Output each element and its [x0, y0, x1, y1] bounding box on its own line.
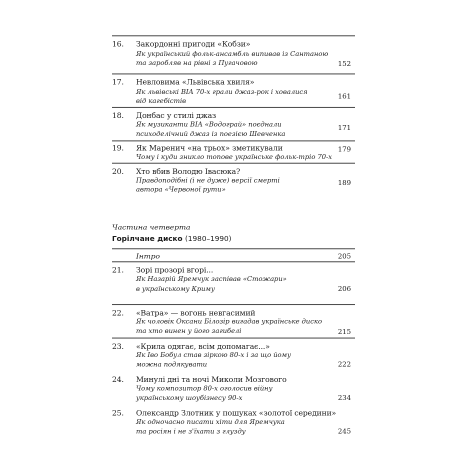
entry-subtitle-line: в українському Криму — [136, 285, 215, 293]
intro-label: Інтро — [136, 252, 160, 261]
entry-subtitle-line: Як Іво Бобул став зіркою 80-х і за що йому — [136, 351, 291, 359]
entry-number: 16. — [112, 39, 124, 49]
entry-page-number: 245 — [337, 427, 351, 436]
entry-subtitle-line: Як Назарій Яремчук заспівав «Стожари» — [136, 275, 287, 283]
separator — [112, 248, 355, 249]
entry-subtitle-line: Як український фольк-ансамбль випивав із Сантаною — [136, 50, 329, 58]
entry-subtitle-line: українському шоубізнесу 90-х — [136, 394, 243, 402]
entry-number: 20. — [112, 167, 124, 176]
entry-subtitle-line: та хто винен у його загибелі — [136, 327, 242, 335]
entry-title: Невловима «Львівська хвиля» — [136, 78, 255, 87]
entry-subtitle-line: Як музиканти ВІА «Водограй» поєднали — [136, 120, 282, 129]
entry-subtitle-line: автора «Червоної рути» — [136, 186, 226, 194]
entry-title: Донбас у стилі джаз — [136, 111, 217, 120]
part-years: (1980–1990) — [185, 234, 232, 243]
entry-subtitle-line: Як чоловік Оксани Білозір вигадав українське диско — [136, 318, 322, 326]
entry-page-number: 206 — [337, 285, 351, 293]
entry-page-number: 215 — [337, 328, 351, 336]
entry-page-number: 171 — [337, 124, 351, 133]
entry-title: Минулі дні та ночі Миколи Мозгового — [136, 375, 287, 385]
entry-number: 18. — [112, 111, 124, 120]
entry-subtitle-line: та заробляв на рівні з Пугачовою — [136, 59, 258, 67]
separator — [112, 261, 355, 262]
entry-title: «Ватра» — вогонь невгасимий — [136, 308, 256, 318]
entry-subtitle-line: Як одночасно писати хіти для Яремчука — [136, 418, 285, 426]
entry-subtitle-line: можна подякувати — [136, 360, 208, 369]
entry-page-number: 152 — [337, 60, 351, 68]
entry-page-number: 179 — [337, 146, 351, 154]
entry-subtitle-line: та росіян і не з'їхати з глузду — [136, 427, 246, 436]
entry-subtitle-line: Правдоподібні (і не дуже) версії смерті — [136, 176, 280, 185]
entry-page-number: 234 — [337, 394, 351, 402]
entry-page-number: 222 — [337, 360, 351, 369]
part-title-text: Горілчане диско — [112, 234, 183, 243]
entry-title: Закордонні пригоди «Кобзи» — [136, 39, 251, 49]
entry-title: Олександр Злотник у пошуках «золотої середини» — [136, 409, 337, 418]
separator — [112, 107, 355, 108]
separator — [112, 304, 355, 305]
entry-title: Хто вбив Володю Івасюка? — [136, 167, 241, 176]
entry-number: 23. — [112, 342, 124, 351]
entry-subtitle-line: Як львівські ВІА 70-х грали джаз-рок і ховалися — [136, 88, 308, 96]
entry-subtitle-line: Чому композитор 80-х оголосив війну — [136, 385, 273, 393]
entry-subtitle-line: психоделічний джаз із поезією Шевченка — [136, 130, 286, 138]
entry-number: 17. — [112, 78, 124, 87]
part-title — [112, 234, 232, 242]
entry-title: Зорі прозорі вгорі... — [136, 265, 214, 275]
entry-number: 22. — [112, 308, 124, 318]
separator — [112, 338, 355, 339]
entry-title: «Крила одягає, всім допомагає...» — [136, 342, 270, 351]
intro-page-number: 205 — [337, 252, 351, 261]
separator — [112, 35, 355, 36]
entry-page-number: 189 — [337, 179, 351, 187]
entry-subtitle-line: від кагебістів — [136, 97, 187, 106]
entry-number: 21. — [112, 265, 124, 275]
separator — [112, 73, 355, 74]
entry-number: 19. — [112, 144, 124, 153]
separator — [112, 163, 355, 164]
entry-page-number: 161 — [337, 93, 351, 101]
entry-number: 24. — [112, 375, 124, 385]
entry-title: Як Маренич «на трьох» зметикували — [136, 144, 283, 153]
part-label: Частина четверта — [112, 223, 191, 232]
entry-subtitle-line: Чому і куди зникло топове українське фольк-тріо 70-х — [136, 153, 333, 161]
entry-number: 25. — [112, 409, 124, 418]
separator — [112, 140, 355, 141]
